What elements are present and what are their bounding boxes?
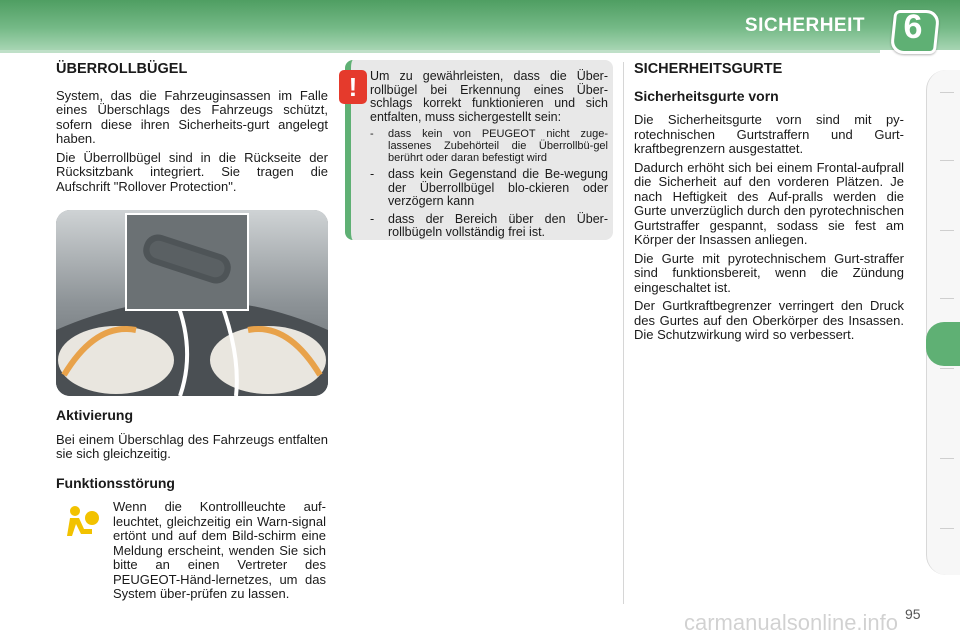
seatbelts-heading: SICHERHEITSGURTE <box>634 61 783 77</box>
chapter-number: 6 <box>903 8 923 46</box>
active-chapter-tab[interactable] <box>926 322 960 366</box>
airbag-warning-icon <box>62 502 102 542</box>
warning-item-text: dass kein Gegenstand die Be-wegung der Überrollbügel blo-ckieren oder verzögern kann <box>388 167 608 208</box>
watermark: carmanualsonline.info <box>684 610 899 635</box>
seatbelt-paragraph: Der Gurtkraftbegrenzer verringert den Druck des Gurtes auf den Oberkörper des Insassen. Die Schutzwirkung wird so verbessert. <box>634 298 904 342</box>
tab-marker <box>940 160 954 161</box>
warning-intro: Um zu gewährleisten, dass die Über-rollbügel bei Erkennung eines Über-schlags korrekt funktionieren und sich entfalten, muss sichergestellt sein: <box>370 69 608 124</box>
seatbelt-paragraph: Die Gurte mit pyrotechnischem Gurt-straffer sind funktionsbereit, wenn die Zündung eingeschaltet ist. <box>634 250 904 295</box>
rollover-description: Die Überrollbügel sind in die Rückseite der Rücksitzbank integriert. Sie tragen die Aufschrift "Rollover Protection". <box>56 149 328 194</box>
exclamation-icon: ! <box>339 70 367 104</box>
chapter-title: SICHERHEIT <box>744 15 865 36</box>
seatbelt-paragraph: Die Sicherheitsgurte vorn sind mit py-rotechnischen Gurtstraffern und Gurt-kraftbegrenzern ausgestattet. <box>634 112 904 156</box>
activation-text: Bei einem Überschlag des Fahrzeugs entfalten sie sich gleichzeitig. <box>56 431 328 461</box>
seatbelt-paragraph: Dadurch erhöht sich bei einem Frontal-aufprall die Sicherheit auf den vorderen Plätzen. Je nach Heftigkeit des Auf-pralls werden die Gurte unverzüglich durch den pyrotechnischen Gurtstraffer gespannt, sodass sie fest am Körper der Insassen anliegen. <box>634 159 904 247</box>
activation-section <box>56 404 328 466</box>
rollover-intro: System, das die Fahrzeuginsassen im Falle eines Überschlags des Fahrzeugs schützt, sofern diese ihren Sicherheits-gurt angelegt haben. <box>56 87 328 146</box>
tab-marker <box>940 368 954 369</box>
tab-marker <box>940 458 954 459</box>
tab-marker <box>940 528 954 529</box>
rollover-heading: ÜBERROLLBÜGEL <box>56 61 188 77</box>
fault-text: Wenn die Kontrollleuchte auf-leuchtet, gleichzeitig ein Warn-signal ertönt und auf dem Bild-schirm eine Meldung erscheint, wenden Sie sich bitte an einen Vertreter des PEUGEOT-Händ-lernetzes, um das System über-prüfen zu lassen. <box>113 499 326 601</box>
tab-marker <box>940 298 954 299</box>
activation-heading: Aktivierung <box>56 407 134 423</box>
warning-note <box>370 70 608 244</box>
warning-item-text: dass der Bereich über den Über-rollbügeln vollständig frei ist. <box>388 211 608 239</box>
warning-item: - dass kein Gegenstand die Be-wegung der Überrollbügel blo-ckieren oder verzögern kann <box>370 167 608 208</box>
tab-marker <box>940 92 954 93</box>
right-column <box>634 62 904 347</box>
rollover-bar-photo <box>56 210 328 396</box>
page-number: 95 <box>905 606 921 622</box>
column-divider <box>623 62 624 604</box>
header-rule <box>0 50 880 53</box>
left-column <box>56 62 328 198</box>
warning-item-text: dass kein von PEUGEOT nicht zuge-lassenes Zubehörteil die Überrollbü-gel berührt oder daran befestigt wird <box>388 128 608 164</box>
fault-section <box>56 472 328 501</box>
tab-marker <box>940 230 954 231</box>
warning-item: - dass kein von PEUGEOT nicht zuge-lassenes Zubehörteil die Überrollbü-gel berührt oder daran befestigt wird <box>370 128 608 164</box>
front-seatbelts-heading: Sicherheitsgurte vorn <box>634 87 779 104</box>
warning-item: - dass der Bereich über den Über-rollbügeln vollständig frei ist. <box>370 211 608 239</box>
fault-heading: Funktionsstörung <box>56 475 175 491</box>
